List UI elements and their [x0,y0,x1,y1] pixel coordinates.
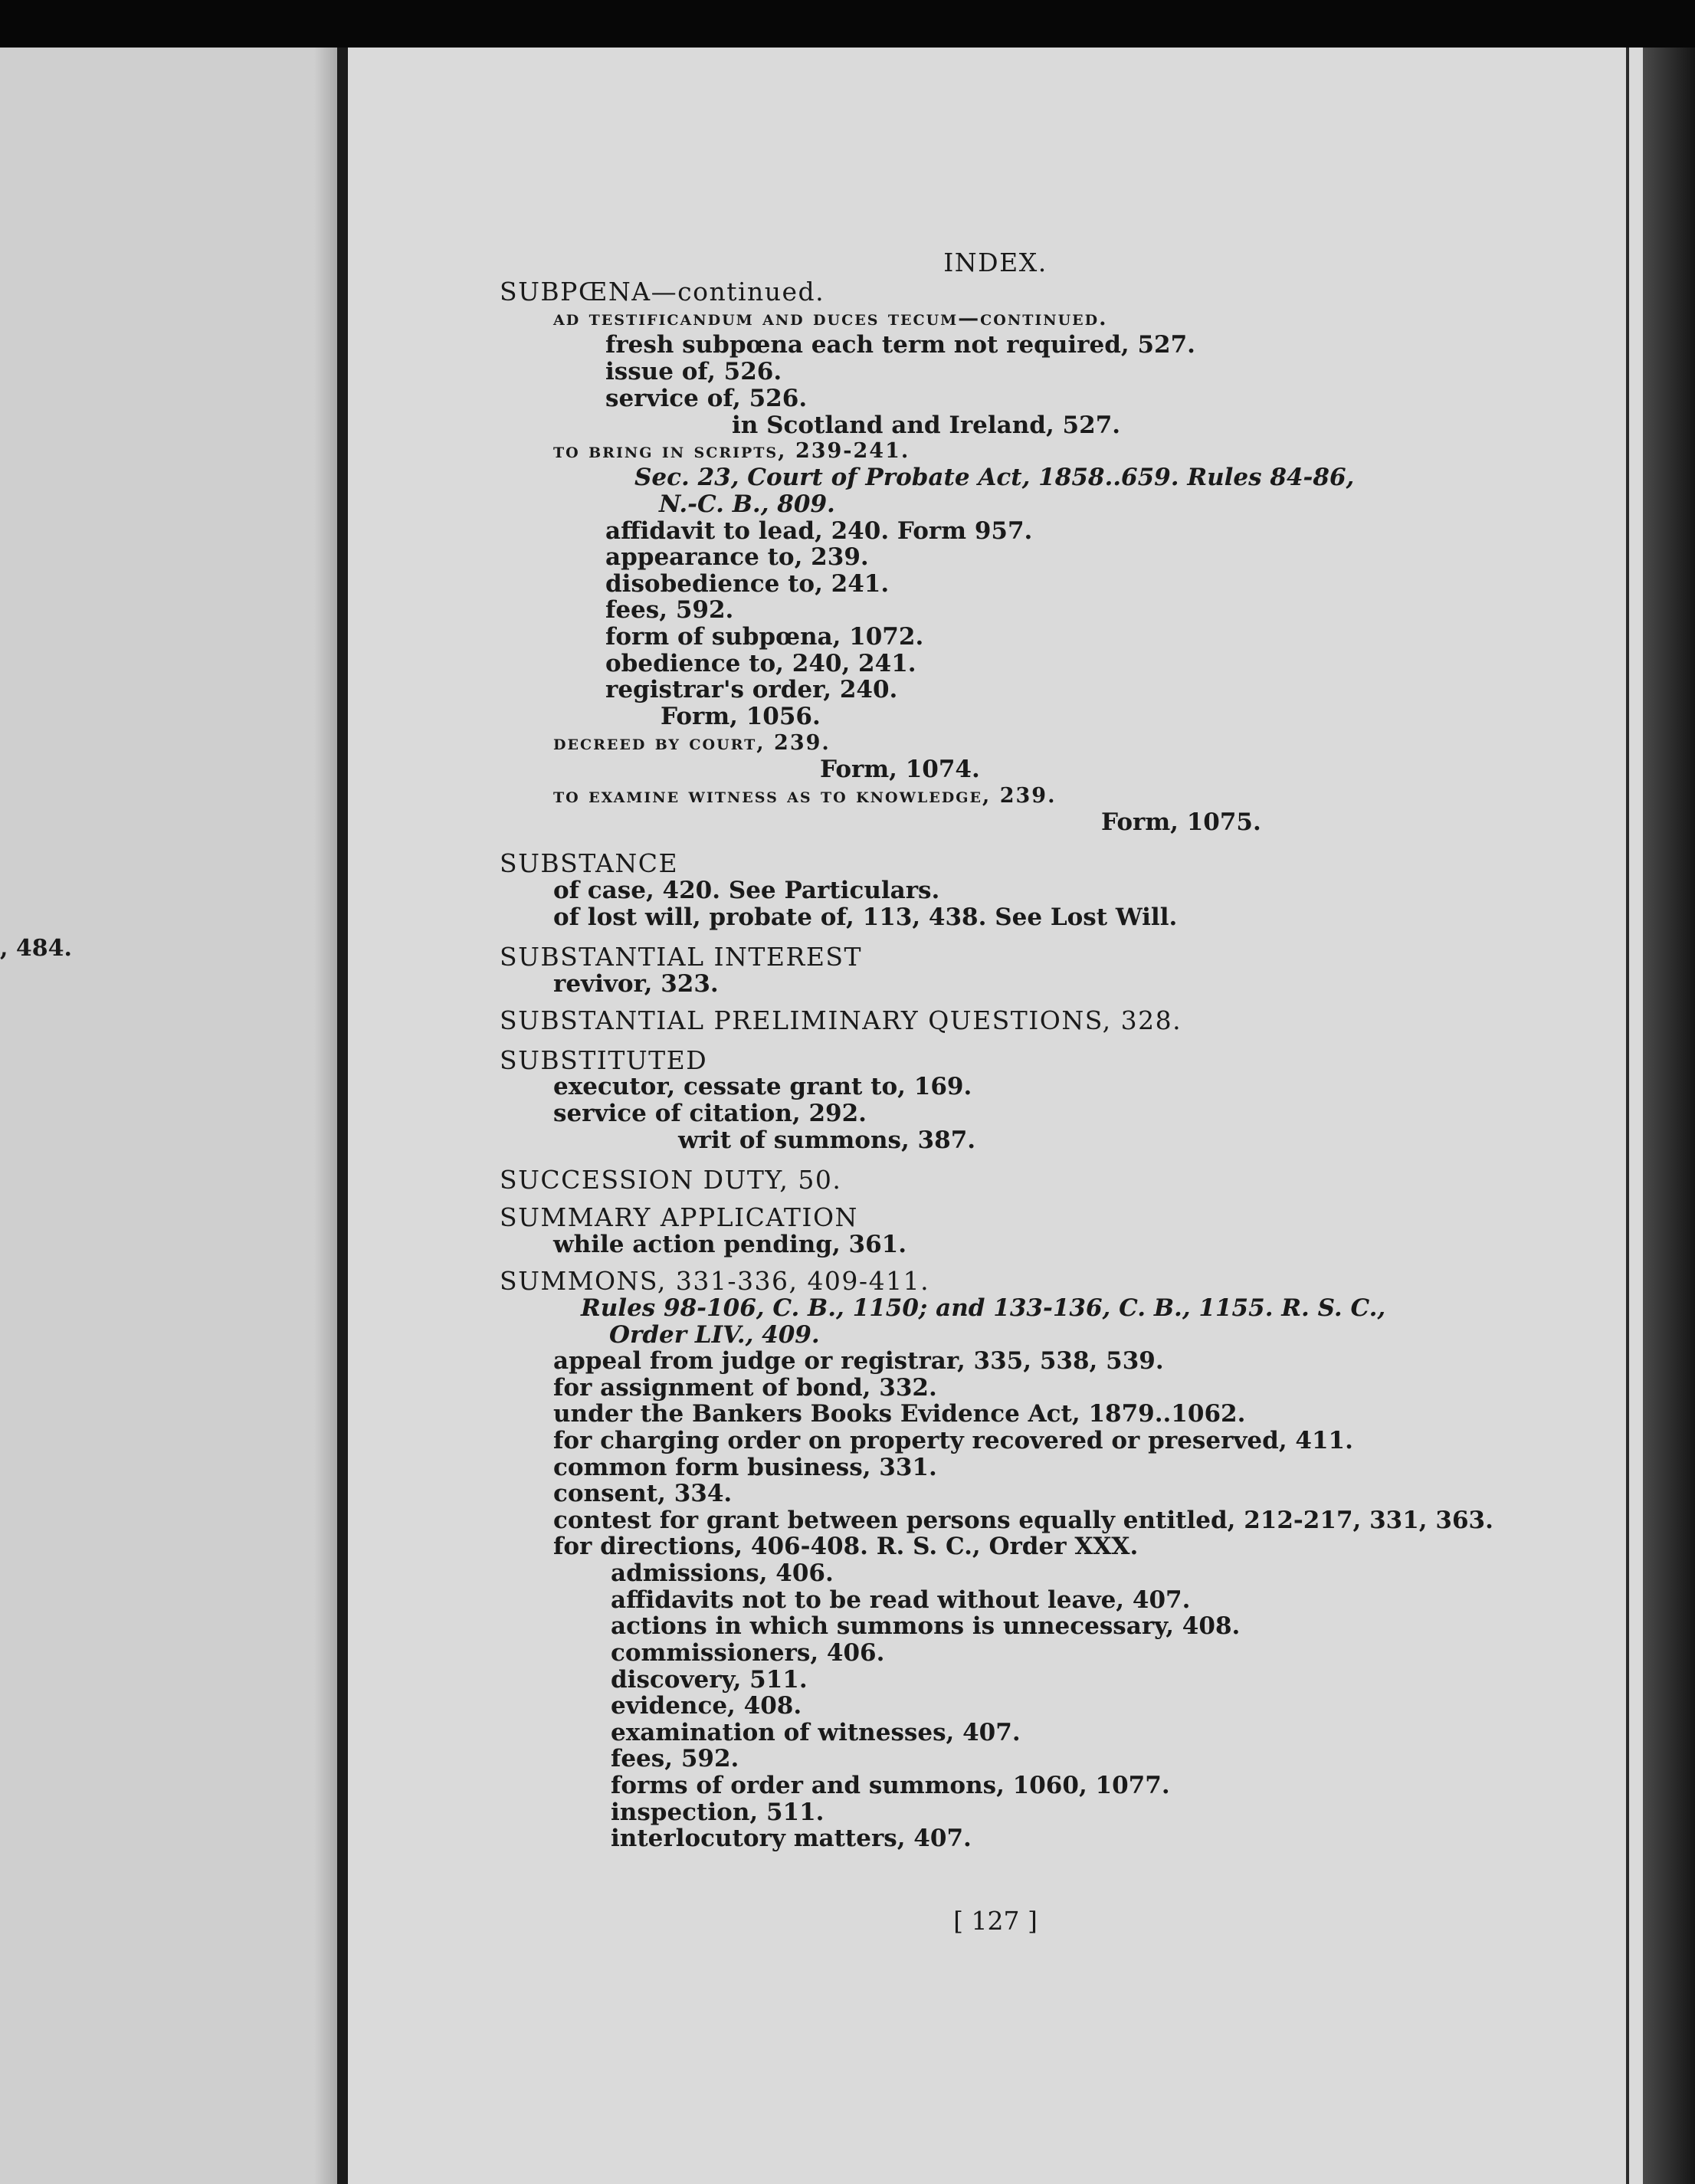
index-line: inspection, 511. [611,1799,825,1826]
left-page-fragment: , 484. [0,935,72,962]
index-line: form of subpœna, 1072. [605,623,924,651]
index-page [348,48,1643,2184]
index-line: SUMMARY APPLICATION [500,1202,858,1232]
index-line: service of, 526. [605,385,808,412]
index-line: SUBSTITUTED [500,1045,708,1075]
index-line: ad testificandum and duces tecum—continued. [553,307,1108,330]
left-page-shadow [314,48,337,2184]
index-line: consent, 334. [553,1480,733,1507]
index-line: registrar's order, 240. [605,676,898,703]
index-line: for directions, 406-408. R. S. C., Order XXX. [553,1533,1139,1560]
index-line: executor, cessate grant to, 169. [553,1073,972,1100]
index-line: actions in which summons is unnecessary, 408. [611,1612,1241,1640]
page-number: [ 127 ] [953,1906,1038,1936]
index-line: SUMMONS, 331-336, 409-411. [500,1266,930,1296]
index-line: revivor, 323. [553,970,719,998]
index-line: fees, 592. [605,596,734,624]
index-line: for charging order on property recovered or preserved, 411. [553,1427,1353,1454]
index-line: service of citation, 292. [553,1100,867,1127]
index-line: interlocutory matters, 407. [611,1825,972,1852]
index-line: fresh subpœna each term not required, 527. [605,331,1195,359]
index-line: while action pending, 361. [553,1231,907,1258]
index-line: Form, 1075. [1101,808,1261,836]
index-line: affidavits not to be read without leave, 407. [611,1586,1191,1614]
index-line: Form, 1074. [820,756,980,783]
index-line: commissioners, 406. [611,1639,885,1667]
index-line: appeal from judge or registrar, 335, 538, 539. [553,1347,1164,1375]
index-line: contest for grant between persons equally entitled, 212-217, 331, 363. [553,1507,1493,1534]
index-line: discovery, 511. [611,1666,808,1694]
scan-top-border [0,0,1695,48]
index-line: affidavit to lead, 240. Form 957. [605,517,1033,545]
page-right-edge [1643,48,1695,2184]
index-line: disobedience to, 241. [605,570,890,598]
page-edge-line [1626,48,1629,2184]
index-line: N.-C. B., 809. [659,490,835,518]
index-line: to examine witness as to knowledge, 239. [553,784,1057,808]
index-line: Form, 1056. [661,703,821,730]
index-line: evidence, 408. [611,1692,802,1720]
index-line: of lost will, probate of, 113, 438. See Lost Will. [553,903,1178,931]
index-line: SUBSTANCE [500,848,679,878]
index-line: examination of witnesses, 407. [611,1719,1021,1746]
running-head: INDEX. [943,248,1047,277]
index-line: admissions, 406. [611,1559,834,1587]
index-line: obedience to, 240, 241. [605,650,916,677]
index-line: in Scotland and Ireland, 527. [732,412,1121,439]
index-line: SUBSTANTIAL INTEREST [500,942,863,972]
book-gutter [337,48,348,2184]
index-line: SUBSTANTIAL PRELIMINARY QUESTIONS, 328. [500,1005,1182,1035]
index-line: forms of order and summons, 1060, 1077. [611,1772,1170,1799]
index-line: to bring in scripts, 239-241. [553,439,910,463]
index-line: Order LIV., 409. [609,1321,820,1349]
index-line: SUBPŒNA—continued. [500,277,825,307]
index-line: Sec. 23, Court of Probate Act, 1858..659. Rules 84-86, [634,464,1355,491]
index-line: appearance to, 239. [605,543,869,571]
index-line: fees, 592. [611,1745,739,1772]
index-line: common form business, 331. [553,1454,937,1481]
index-line: of case, 420. See Particulars. [553,877,940,904]
index-line: for assignment of bond, 332. [553,1374,937,1402]
left-facing-page [0,48,337,2184]
index-line: Rules 98-106, C. B., 1150; and 133-136, C. B., 1155. R. S. C., [581,1294,1386,1322]
index-line: decreed by court, 239. [553,731,831,755]
index-line: under the Bankers Books Evidence Act, 1879..1062. [553,1400,1246,1428]
index-line: SUCCESSION DUTY, 50. [500,1165,842,1195]
index-line: issue of, 526. [605,358,782,385]
index-line: writ of summons, 387. [678,1126,976,1154]
